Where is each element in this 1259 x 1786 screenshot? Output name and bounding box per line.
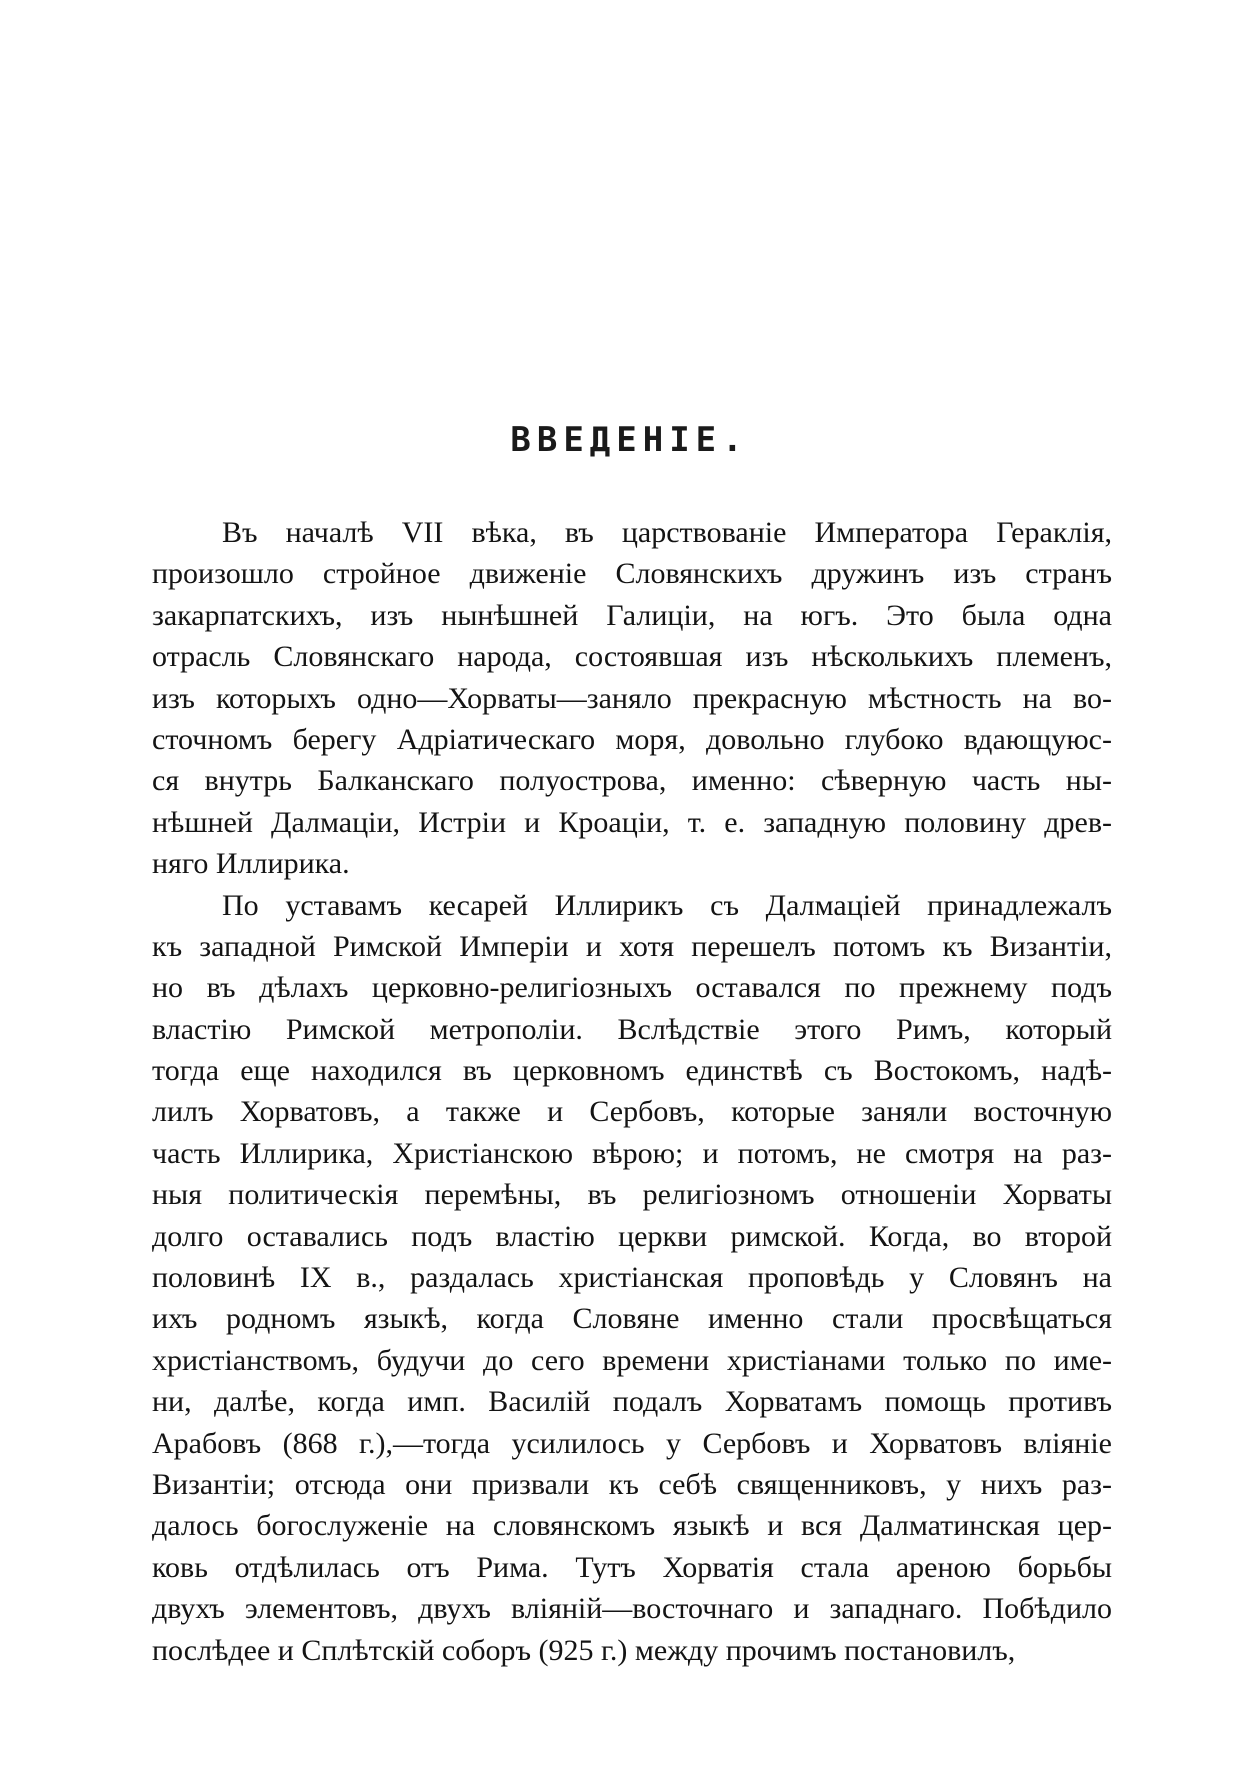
text-line: половинѣ IX в., раздалась христіанская проповѣдь у Словянъ на (152, 1261, 1112, 1295)
text-line: властію Римской метрополіи. Вслѣдствіе этого Римъ, который (152, 1012, 1112, 1046)
paragraph-2 (152, 885, 1112, 1671)
text-line: тогда еще находился въ церковномъ единствѣ съ Востокомъ, надѣ- (152, 1054, 1112, 1088)
text-line: часть Иллирика, Христіанскою вѣрою; и потомъ, не смотря на раз- (152, 1136, 1112, 1170)
text-line: По уставамъ кесарей Иллирикъ съ Далмаціей принадлежалъ (222, 888, 1112, 922)
text-line: къ западной Римской Имперіи и хотя перешелъ потомъ къ Византіи, (152, 929, 1112, 963)
text-line: христіанствомъ, будучи до сего времени христіанами только по име- (152, 1343, 1112, 1377)
body-text (152, 512, 1112, 1671)
text-line: Византіи; отсюда они призвали къ себѣ священниковъ, у нихъ раз- (152, 1467, 1112, 1501)
text-line: но въ дѣлахъ церковно-религіозныхъ оставался по прежнему подъ (152, 971, 1112, 1005)
text-line: далось богослуженіе на словянскомъ языкѣ и вся Далматинская цер- (152, 1509, 1112, 1543)
text-line: няго Иллирика. (152, 847, 350, 881)
text-line: изъ которыхъ одно—Хорваты—заняло прекрасную мѣстность на во- (152, 681, 1112, 715)
text-line: ихъ родномъ языкѣ, когда Словяне именно стали просвѣщаться (152, 1302, 1112, 1336)
text-line: Арабовъ (868 г.),—тогда усилилось у Сербовъ и Хорватовъ вліяніе (152, 1426, 1112, 1460)
text-line: ныя политическія перемѣны, въ религіозномъ отношеніи Хорваты (152, 1178, 1112, 1212)
text-line: двухъ элементовъ, двухъ вліяній—восточнаго и западнаго. Побѣдило (152, 1592, 1112, 1626)
text-line: ковь отдѣлилась отъ Рима. Тутъ Хорватія стала ареною борьбы (152, 1550, 1112, 1584)
text-line: послѣдее и Сплѣтскій соборъ (925 г.) между прочимъ постановилъ, (152, 1633, 1016, 1667)
paragraph-1 (152, 512, 1112, 885)
text-line: Въ началѣ VII вѣка, въ царствованіе Императора Гераклія, (222, 516, 1112, 549)
text-line: ни, далѣе, когда имп. Василій подалъ Хорватамъ помощь противъ (152, 1385, 1112, 1419)
text-line: сточномъ берегу Адріатическаго моря, довольно глубоко вдающуюс- (152, 722, 1112, 756)
text-line: долго оставались подъ властію церкви римской. Когда, во второй (152, 1219, 1112, 1253)
text-line: закарпатскихъ, изъ нынѣшней Галиціи, на югъ. Это была одна (152, 598, 1112, 632)
text-line: произошло стройное движеніе Словянскихъ дружинъ изъ странъ (152, 557, 1112, 591)
text-line: отрасль Словянскаго народа, состоявшая изъ нѣсколькихъ племенъ, (152, 640, 1112, 674)
text-line: ся внутрь Балканскаго полуострова, именно: сѣверную часть ны- (152, 764, 1112, 798)
text-line: нѣшней Далмаціи, Истріи и Кроаціи, т. е. западную половину древ- (152, 805, 1112, 839)
page-heading: ВВЕДЕНІЕ. (510, 420, 749, 460)
text-line: лилъ Хорватовъ, а также и Сербовъ, которые заняли восточную (152, 1095, 1112, 1129)
